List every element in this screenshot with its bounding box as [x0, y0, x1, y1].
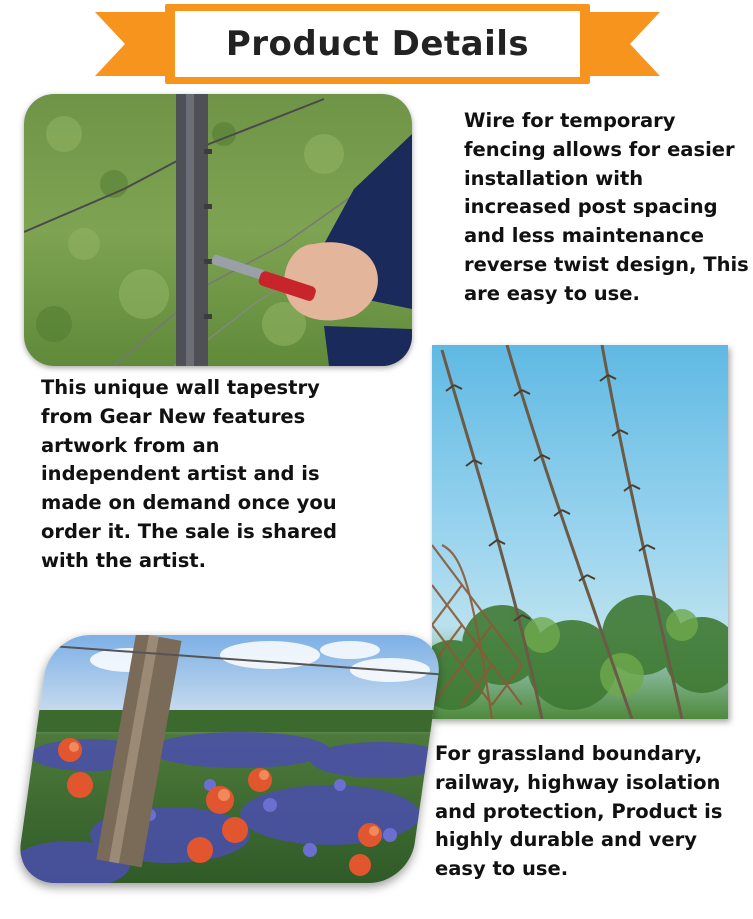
- page-title: Product Details: [225, 24, 530, 64]
- photo-bluebonnet-field: [15, 635, 444, 883]
- photo-barbed-wire-sky: [432, 345, 728, 719]
- photo-wire-installation: [24, 94, 412, 366]
- description-wall-tapestry: This unique wall tapestry from Gear New features artwork from an independent artist and is made on demand once you order it. The sale is shared with the artist.: [41, 376, 337, 572]
- title-banner: [95, 4, 660, 84]
- description-temporary-fencing: Wire for temporary fencing allows for easier installation with increased post spacing and less maintenance reverse twist design, This are easy to use.: [464, 109, 749, 305]
- description-grassland-boundary: For grassland boundary, railway, highway isolation and protection, Product is highly durable and very easy to use.: [435, 742, 723, 881]
